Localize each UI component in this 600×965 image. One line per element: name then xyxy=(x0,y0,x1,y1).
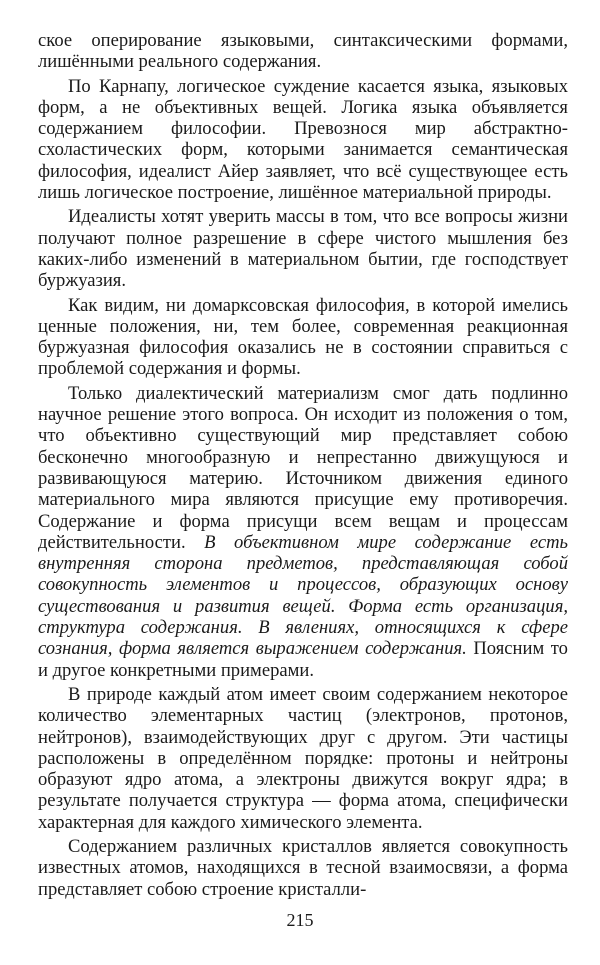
paragraph-crystals: Содержанием различных кристаллов является совокупность известных атомов, находящихся в тесной взаимосвязи, а форма представляет собою строение кристалли- xyxy=(38,835,568,900)
italic-definition: В объективном мире содержание есть внутренняя сторона предметов, представляющая собой совокупность элементов и процессов, образующих основу существования и развития вещей. Форма есть организация, структура содержания. В явлениях, относящихся к сфере сознания, форма является выражением содержания. xyxy=(38,531,568,660)
paragraph-idealists: Идеалисты хотят уверить массы в том, что все вопросы жизни получают полное разрешение в сфере чистого мышления без каких-либо изменений в материальном бытии, где господствует буржуазия. xyxy=(38,206,568,292)
paragraph-continuation: ское оперирование языковыми, синтаксическими формами, лишёнными реального содержания. xyxy=(38,30,568,73)
page-body xyxy=(38,30,568,903)
paragraph-text-after: Поясним то и другое конкретными примерами. xyxy=(38,638,568,681)
paragraph-carnap: По Карнапу, логическое суждение касается языка, языковых форм, а не объективных вещей. Логика языка объявляется содержанием философии. Превознося мир абстрактно-схоластических форм, которыми занимается семантическая философия, идеалист Айер заявляет, что всё существующее есть лишь логическое построение, лишённое материальной природы. xyxy=(38,75,568,204)
paragraph-atom: В природе каждый атом имеет своим содержанием некоторое количество элементарных частиц (электронов, протонов, нейтронов), взаимодействующих друг с другом. Эти частицы расположены в определённом порядке: протоны и нейтроны образуют ядро атома, а электроны движутся вокруг ядра; в результате получается структура — форма атома, специфически характерная для каждого химического элемента. xyxy=(38,683,568,833)
paragraph-text-before: Только диалектический материализм смог дать подлинно научное решение этого вопроса. Он исходит из положения о том, что объективно существующий мир представляет собою бесконечно многообразную и непрестанно движущуюся и развивающуюся материю. Источником движения единого материального мира являются присущие ему противоречия. Содержание и форма присущи всем вещам и процессам действительности. xyxy=(38,382,568,553)
paragraph-as-we-see: Как видим, ни домарксовская философия, в которой имелись ценные положения, ни, тем более, современная реакционная буржуазная философия оказались не в состоянии справиться с проблемой содержания и формы. xyxy=(38,294,568,380)
paragraph-dialectical-materialism xyxy=(38,383,568,681)
page-number: 215 xyxy=(286,910,314,930)
